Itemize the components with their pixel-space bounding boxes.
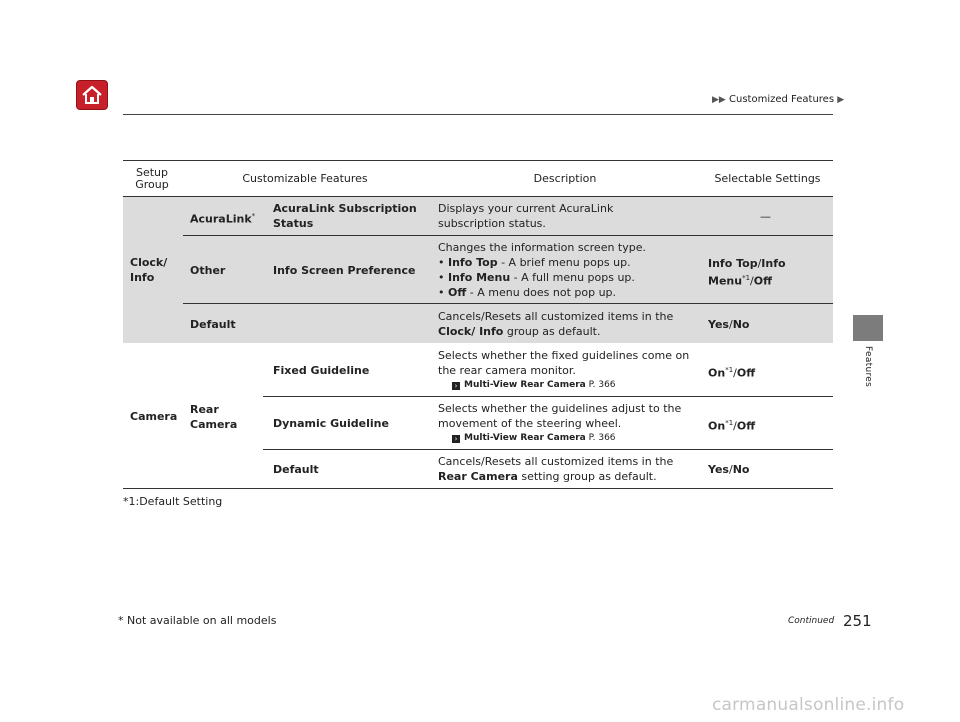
sub-item-label: AcuraLink	[190, 212, 252, 226]
setting-separator: /	[728, 318, 733, 331]
section-tab-label: Features	[863, 346, 873, 388]
description-emphasis: Rear Camera	[438, 470, 518, 483]
column-header-features: Customizable Features	[242, 172, 368, 185]
setting-separator: /	[757, 257, 762, 270]
column-header-settings: Selectable Settings	[714, 172, 821, 185]
setting-option: Off	[736, 366, 756, 380]
watermark: carmanualsonline.info	[712, 695, 905, 715]
default-mark: *1	[742, 274, 751, 282]
setting-value: —	[760, 210, 771, 223]
sub-item-label: Other	[190, 264, 226, 277]
bullet-text: - A menu does not pop up.	[469, 286, 617, 299]
setting-option: Off	[736, 419, 756, 433]
row-rule	[183, 303, 833, 304]
description-text	[438, 240, 688, 300]
default-mark: *1	[725, 366, 734, 374]
bullet-term: Info Top	[448, 256, 498, 269]
description-part: Cancels/Resets all customized items in the	[438, 455, 674, 468]
breadcrumb[interactable]	[712, 94, 844, 105]
bullet-text: - A full menu pops up.	[513, 271, 635, 284]
setting-value	[708, 363, 755, 381]
footnote: *1:Default Setting	[123, 495, 223, 508]
setting-option: Yes	[708, 318, 729, 331]
feature-label: Dynamic Guideline	[273, 417, 389, 430]
feature-label: Info Screen Preference	[273, 264, 416, 277]
bullet-item: • Info Menu - A full menu pops up.	[438, 271, 635, 284]
header-divider	[123, 114, 833, 115]
feature-label: AcuraLink Subscription Status	[273, 202, 417, 230]
reference-arrow-icon: ›	[452, 435, 460, 443]
row-rule	[263, 396, 833, 397]
feature-label: Fixed Guideline	[273, 364, 370, 377]
reference-label: Multi-View Rear Camera	[464, 433, 586, 443]
group-clock-info: Clock/ Info	[130, 256, 168, 284]
description-part: Selects whether the guidelines adjust to the movement of the steering wheel.	[438, 402, 682, 430]
reference-arrow-icon: ›	[452, 382, 460, 390]
sub-item-label: Rear Camera	[190, 403, 238, 431]
setting-value	[708, 317, 749, 332]
setting-separator: /	[733, 366, 737, 380]
setting-option: Off	[753, 274, 773, 288]
column-header-setup-group: Setup Group	[135, 166, 169, 191]
setting-separator: /	[728, 463, 733, 476]
home-icon	[81, 85, 103, 105]
bullet-term: Info Menu	[448, 271, 511, 284]
breadcrumb-label: Customized Features	[729, 94, 835, 105]
breadcrumb-arrow-icon: ▶	[837, 95, 845, 105]
home-button[interactable]	[76, 80, 108, 110]
description-text	[438, 401, 693, 446]
setting-option: No	[732, 463, 750, 476]
group-camera: Camera	[130, 410, 178, 423]
setting-option: Info Menu	[708, 257, 786, 288]
reference-page: P. 366	[588, 433, 616, 443]
bullet-term: Off	[448, 286, 467, 299]
breadcrumb-arrow-icon: ▶▶	[712, 95, 726, 105]
table-row	[190, 209, 255, 227]
availability-mark: *	[251, 212, 256, 220]
setting-option: Info Top	[708, 257, 758, 270]
description-part: group as default.	[506, 325, 601, 338]
availability-note: * Not available on all models	[118, 614, 277, 627]
description-part: Selects whether the fixed guidelines come on the rear camera monitor.	[438, 349, 690, 377]
page-number: 251	[843, 612, 872, 630]
reference-label: Multi-View Rear Camera	[464, 380, 586, 390]
bullet-item: • Info Top - A brief menu pops up.	[438, 256, 631, 269]
sub-item-label: Default	[190, 318, 236, 331]
description-text	[438, 309, 693, 339]
setting-option: On	[708, 419, 726, 433]
row-rule	[123, 343, 833, 344]
default-mark: *1	[725, 419, 734, 427]
description-part: Cancels/Resets all customized items in the	[438, 310, 674, 323]
continued-label: Continued	[788, 616, 835, 626]
description-text	[438, 348, 693, 393]
section-tab[interactable]	[853, 315, 883, 341]
setting-separator: /	[750, 274, 754, 288]
setting-option: On	[708, 366, 726, 380]
setting-option: Yes	[708, 463, 729, 476]
description-text: Displays your current AcuraLink subscription status.	[438, 202, 614, 230]
setting-value	[708, 256, 828, 289]
row-rule	[263, 449, 833, 450]
description-part: setting group as default.	[521, 470, 657, 483]
table-top-rule	[123, 160, 833, 161]
bullet-text: - A brief menu pops up.	[501, 256, 631, 269]
row-rule	[183, 235, 833, 236]
setting-value	[708, 462, 749, 477]
setting-separator: /	[733, 419, 737, 433]
row-rule	[123, 196, 833, 197]
description-emphasis: Clock/ Info	[438, 325, 504, 338]
reference-page: P. 366	[588, 380, 616, 390]
description-text	[438, 454, 698, 484]
setting-value	[708, 416, 755, 434]
table-bottom-rule	[123, 488, 833, 489]
description-intro: Changes the information screen type.	[438, 241, 647, 254]
cross-reference-link[interactable]	[452, 378, 693, 393]
bullet-item: • Off - A menu does not pop up.	[438, 286, 617, 299]
setting-option: No	[732, 318, 750, 331]
column-header-description: Description	[533, 172, 597, 185]
feature-label: Default	[273, 463, 319, 476]
cross-reference-link[interactable]	[452, 431, 693, 446]
